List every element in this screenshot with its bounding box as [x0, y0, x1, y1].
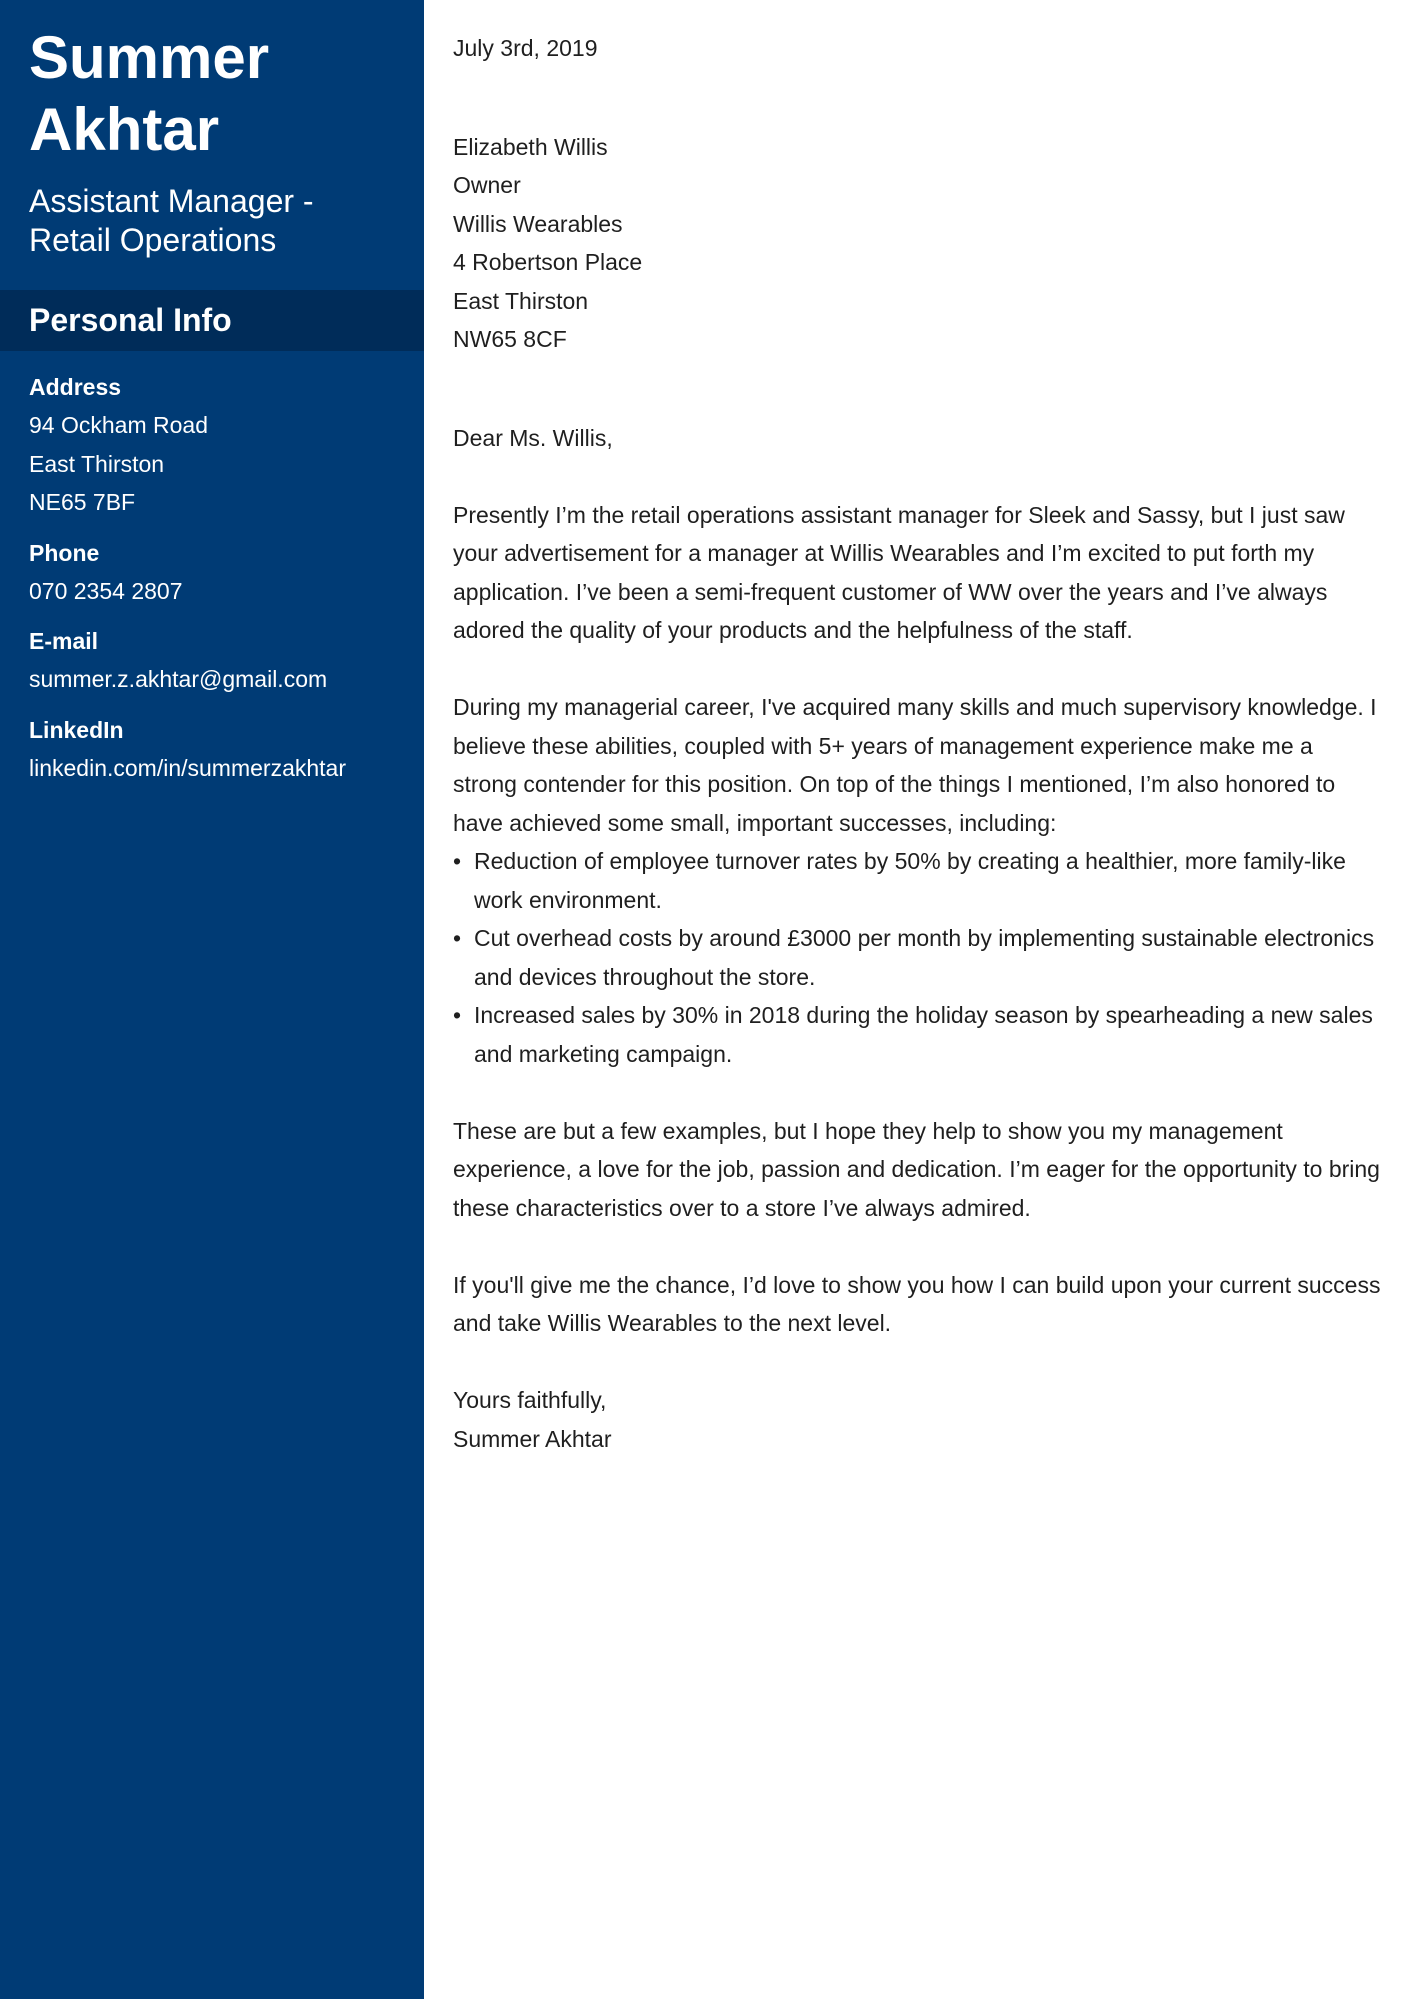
name-block: [0, 0, 424, 260]
closing: Yours faithfully,: [453, 1387, 607, 1413]
address-line: East Thirston: [29, 450, 165, 477]
letter-date: July 3rd, 2019: [453, 35, 598, 61]
personal-info: [0, 351, 424, 787]
paragraph-intro: Presently I’m the retail operations assistant manager for Sleek and Sassy, but I just saw your advertisement for a manager at Willis Wearables and I’m excited to put forth my application. I’ve been a semi-frequent customer of WW over the years and I’ve always adored the quality of your products and the helpfulness of the staff.: [453, 501, 1345, 643]
recipient-block: [453, 128, 1383, 359]
list-item: [453, 996, 1383, 1073]
job-title-line-1: Assistant Manager -: [29, 183, 314, 219]
paragraph-closing-pitch: If you'll give me the chance, I’d love to show you how I can build upon your current success and take Willis Wearables to the next level.: [453, 1271, 1381, 1336]
letter-body: [424, 0, 1413, 1999]
sign-off: [453, 1381, 1383, 1458]
achievement-text: Cut overhead costs by around £3000 per month by implementing sustainable electronics and devices throughout the store.: [474, 925, 1375, 990]
address-group: [29, 368, 395, 522]
linkedin-value: linkedin.com/in/summerzakhtar: [29, 754, 347, 781]
recipient-title: Owner: [453, 172, 521, 198]
recipient-name: Elizabeth Willis: [453, 133, 608, 160]
bullet-icon: •: [453, 925, 462, 951]
recipient-postcode: NW65 8CF: [453, 326, 567, 352]
email-group: [29, 622, 395, 699]
achievement-text: Reduction of employee turnover rates by 50% by creating a healthier, more family-like work environment.: [474, 848, 1346, 913]
linkedin-group: [29, 711, 395, 788]
paragraph-examples: These are but a few examples, but I hope they help to show you my management experience, a love for the job, passion and dedication. I’m eager for the opportunity to bring these characteristics over to a store I’ve always admired.: [453, 1117, 1380, 1221]
job-title: [29, 182, 395, 260]
linkedin-label: LinkedIn: [29, 716, 124, 743]
name-line-2: Akhtar: [29, 96, 220, 163]
signature: Summer Akhtar: [453, 1425, 612, 1452]
paragraph-skills: During my managerial career, I've acquired many skills and much supervisory knowledge. I believe these abilities, coupled with 5+ years of management experience make me a strong contender for this position. On top of the things I mentioned, I’m also honored to have achieved some small, important successes, including:: [453, 694, 1377, 836]
recipient-town: East Thirston: [453, 287, 589, 314]
phone-group: [29, 534, 395, 611]
address-line: 94 Ockham Road: [29, 412, 208, 438]
recipient-street: 4 Robertson Place: [453, 249, 643, 275]
list-item: [453, 842, 1383, 919]
address-line: NE65 7BF: [29, 489, 136, 515]
phone-value: 070 2354 2807: [29, 577, 183, 604]
name-line-1: Summer: [29, 24, 270, 91]
job-title-line-2: Retail Operations: [29, 222, 277, 258]
achievements-list: [453, 842, 1383, 1073]
phone-label: Phone: [29, 539, 100, 566]
personal-info-title: Personal Info: [29, 302, 232, 338]
applicant-name: [29, 22, 395, 166]
achievement-text: Increased sales by 30% in 2018 during the holiday season by spearheading a new sales and marketing campaign.: [474, 1002, 1373, 1067]
email-label: E-mail: [29, 628, 99, 654]
bullet-icon: •: [453, 848, 462, 874]
address-label: Address: [29, 374, 122, 400]
list-item: [453, 919, 1383, 996]
sidebar: [0, 0, 424, 1999]
bullet-icon: •: [453, 1002, 462, 1028]
email-value: summer.z.akhtar@gmail.com: [29, 666, 328, 692]
recipient-company: Willis Wearables: [453, 210, 623, 237]
salutation: Dear Ms. Willis,: [453, 424, 613, 451]
personal-info-header: [0, 290, 424, 351]
